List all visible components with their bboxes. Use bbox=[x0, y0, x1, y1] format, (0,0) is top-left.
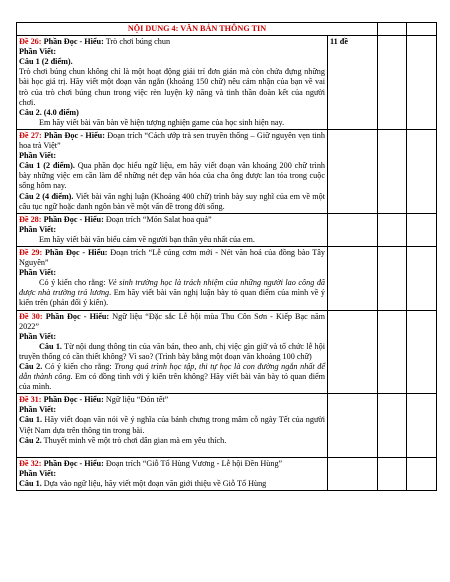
exam-row-26 bbox=[17, 36, 437, 130]
exam-cell-32: Đề 32: Phần Đọc - Hiểu: Đoạn trích “Giỗ Tổ Hùng Vương - Lễ hội Đền Hùng” Phần Viết: Câu 1. Dựa vào ngữ liệu, hãy viết một đoạn văn giới thiệu về Giỗ Tổ Hùng bbox=[17, 457, 328, 490]
exam-cell-28: Đề 28: Phần Đọc - Hiểu: Đoạn trích “Món Salat hoa quả” Phần Viết: Em hãy viết bài văn biểu cảm về người bạn thân yêu nhất của em. bbox=[17, 213, 328, 246]
content-table bbox=[16, 22, 437, 491]
heading-row bbox=[17, 23, 437, 36]
exam-cell-27: Đề 27: Phần Đọc - Hiểu: Đoạn trích “Cách ướp trà sen truyền thống – Giữ nguyên vẹn tinh hoa trà Việt” Phần Viết: Câu 1 (2 điểm). Qua phần đọc hiểu ngữ liệu, em hãy viết đoạn văn khoảng 200 chữ trình bày những việc em cần làm để những nét đẹp văn hóa của cha ông được lan tỏa trong cuộc sống hôm nay. Câu 2 (4 điểm). Viết bài văn nghị luận (Khoảng 400 chữ) trình bày suy nghĩ của em về một câu tục ngữ hoặc danh ngôn bàn về một vấn đề trong đời sống. bbox=[17, 129, 328, 213]
exam-row-28 bbox=[17, 213, 437, 246]
exam-cell-29: Đề 29: Phần Đọc - Hiểu: Đoạn trích “Lễ cúng cơm mới - Nét văn hoá của đồng bào Tây Nguyên” Phần Viết: Có ý kiến cho rằng: Vẻ sinh trường học là trách nhiệm của những người lao công đã được nhà trường trả lương. Em hãy viết bài văn nghị luận bày tỏ quan điểm của mình về ý kiến trên (phản đối ý kiến). bbox=[17, 246, 328, 310]
section-heading: NỘI DUNG 4: VĂN BẢN THÔNG TIN bbox=[17, 23, 378, 36]
exam-row-32 bbox=[17, 457, 437, 490]
exam-row-30 bbox=[17, 310, 437, 394]
exam-row-27 bbox=[17, 129, 437, 213]
exam-cell-31: Đề 31: Phần Đọc - Hiểu: Ngữ liệu “Đón tết” Phần Viết: Câu 1. Hãy viết đoạn văn nói về ý nghĩa của bánh chưng trong mâm cỗ ngày Tết của người Việt Nam dựa trên thông tin trong bài. Câu 2. Thuyết minh về một trò chơi dân gian mà em yêu thích. bbox=[17, 394, 328, 458]
exam-row-31 bbox=[17, 394, 437, 458]
exam-cell-30: Đề 30: Phần Đọc - Hiểu: Ngữ liệu “Đặc sắc Lễ hội mùa Thu Côn Sơn - Kiếp Bạc năm 2022” Phần Viết: Câu 1. Từ nội dung thông tin của văn bản, theo anh, chị việc gìn giữ và tổ chức lễ hội truyền thống có cần thiết không? Vì sao? (Trình bày bằng một đoạn văn khoảng 100 chữ) Câu 2. Có ý kiến cho rằng: Trong quá trình học tập, thi tự học là con đường ngắn nhất để dẫn thành công. Em có đồng tình với ý kiến trên không? Hãy viết bài văn bày tỏ quan điểm của mình. bbox=[17, 310, 328, 394]
exam-number: Đề 26: bbox=[19, 37, 42, 47]
exam-count: 11 đề bbox=[328, 36, 378, 130]
exam-cell-26: Đề 26: Phần Đọc - Hiểu: Trò chơi búng chun Phần Viết: Câu 1 (2 điểm). Trò chơi búng chun không chỉ là một hoạt động giải trí đơn giản mà còn chứa đựng những bài học giá trị. Hãy viết một đoạn văn ngắn (khoảng 150 chữ) nêu cảm nhận của bạn về vai trò của trò chơi búng chun trong việc rèn luyện kỹ năng và tinh thần đoàn kết của người chơi. Câu 2. (4.0 điểm) Em hãy viết bài văn bàn về hiện tượng nghiện game của học sinh hiện nay. bbox=[17, 36, 328, 130]
exam-row-29 bbox=[17, 246, 437, 310]
